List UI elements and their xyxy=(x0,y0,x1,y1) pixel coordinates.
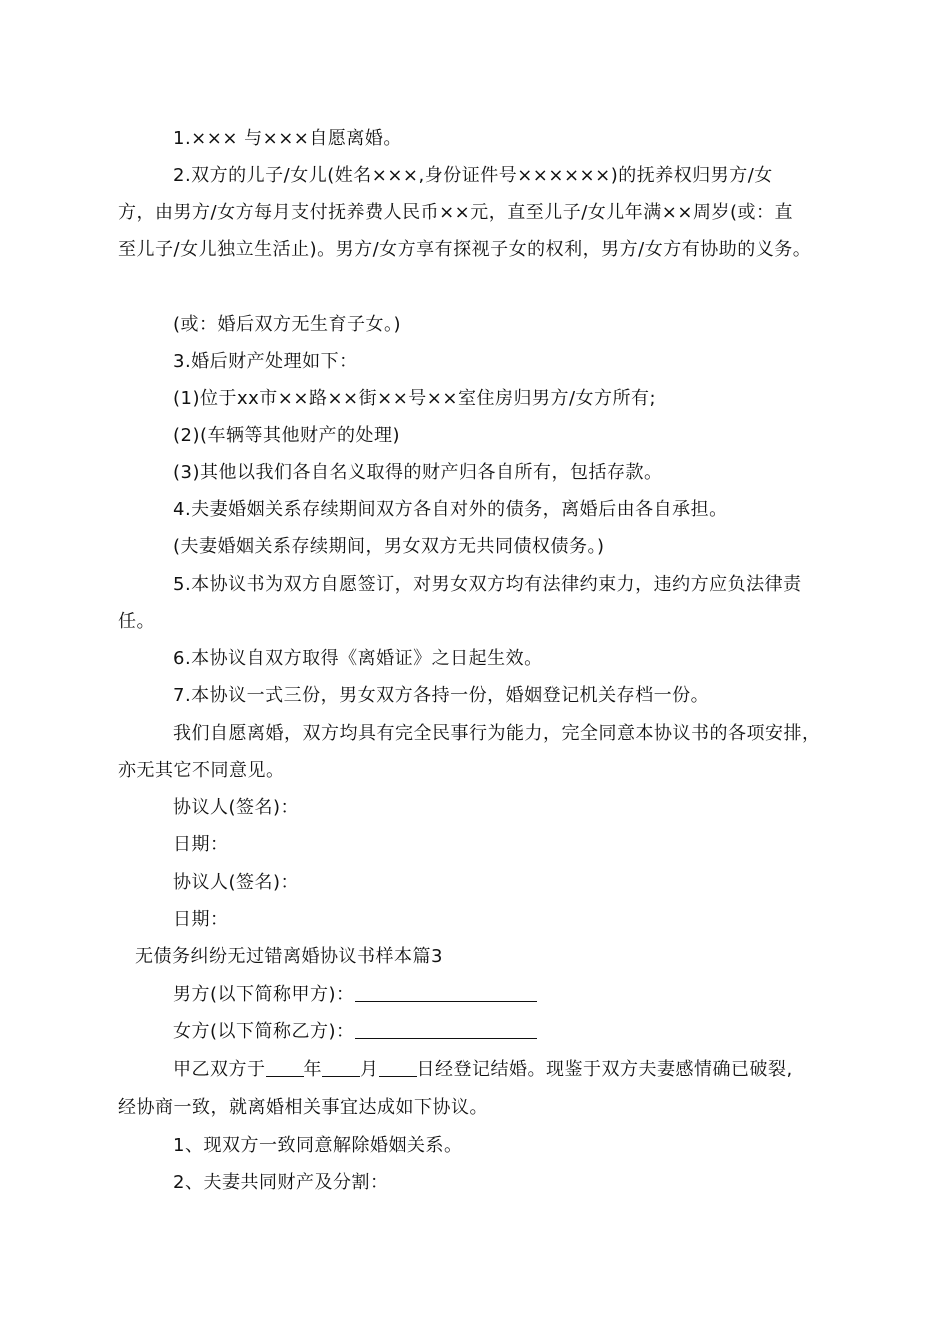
clause-4-alternative: (夫妻婚姻关系存续期间，男女双方无共同债权债务。) xyxy=(173,536,605,557)
month-label: 月 xyxy=(360,1059,379,1080)
marriage-suffix: 日经登记结婚。现鉴于双方夫妻感情确已破裂, xyxy=(416,1059,793,1080)
statement-line-2: 亦无其它不同意见。 xyxy=(118,760,285,781)
agreement-item-1: 1、现双方一致同意解除婚姻关系。 xyxy=(173,1135,463,1156)
clause-1: 1.××× 与×××自愿离婚。 xyxy=(173,128,402,149)
marriage-line-2: 经协商一致，就离婚相关事宜达成如下协议。 xyxy=(118,1097,488,1118)
clause-7: 7.本协议一式三份，男女双方各持一份，婚姻登记机关存档一份。 xyxy=(173,685,710,706)
marriage-date-line xyxy=(173,1058,793,1082)
wife-name-blank xyxy=(355,1020,537,1039)
clause-2-line-3: 至儿子/女儿独立生活止)。男方/女方享有探视子女的权利，男方/女方有协助的义务。 xyxy=(118,239,812,260)
signatory-1-label: 协议人(签名)： xyxy=(173,797,300,818)
date-1-label: 日期： xyxy=(173,834,229,855)
clause-6: 6.本协议自双方取得《离婚证》之日起生效。 xyxy=(173,648,543,669)
husband-line xyxy=(173,983,537,1007)
statement-line-1: 我们自愿离婚，双方均具有完全民事行为能力，完全同意本协议书的各项安排， xyxy=(173,723,821,744)
day-blank xyxy=(379,1058,417,1077)
husband-name-blank xyxy=(355,983,537,1002)
clause-2-line-2: 方，由男方/女方每月支付抚养费人民币××元，直至儿子/女儿年满××周岁(或：直 xyxy=(118,202,793,223)
clause-3-item-3: (3)其他以我们各自名义取得的财产归各自所有，包括存款。 xyxy=(173,462,663,483)
year-label: 年 xyxy=(303,1059,322,1080)
marriage-prefix: 甲乙双方于 xyxy=(173,1059,266,1080)
clause-5-line-2: 任。 xyxy=(118,611,155,632)
husband-label: 男方(以下简称甲方)： xyxy=(173,984,355,1005)
date-2-label: 日期： xyxy=(173,909,229,930)
month-blank xyxy=(322,1058,360,1077)
clause-5-line-1: 5.本协议书为双方自愿签订，对男女双方均有法律约束力，违约方应负法律责 xyxy=(173,574,802,595)
clause-3-item-1: (1)位于xx市××路××街××号××室住房归男方/女方所有; xyxy=(173,388,657,409)
signatory-2-label: 协议人(签名)： xyxy=(173,872,300,893)
clause-3-item-2: (2)(车辆等其他财产的处理) xyxy=(173,425,401,446)
agreement-item-2: 2、夫妻共同财产及分割： xyxy=(173,1172,389,1193)
wife-label: 女方(以下简称乙方)： xyxy=(173,1021,355,1042)
clause-3: 3.婚后财产处理如下： xyxy=(173,351,358,372)
clause-2-alternative: (或：婚后双方无生育子女。) xyxy=(173,314,402,335)
clause-2-line-1: 2.双方的儿子/女儿(姓名×××,身份证件号××××××)的抚养权归男方/女 xyxy=(173,165,773,186)
clause-4: 4.夫妻婚姻关系存续期间双方各自对外的债务，离婚后由各自承担。 xyxy=(173,499,728,520)
year-blank xyxy=(266,1058,304,1077)
wife-line xyxy=(173,1020,537,1044)
section-heading: 无债务纠纷无过错离婚协议书样本篇3 xyxy=(135,946,443,967)
